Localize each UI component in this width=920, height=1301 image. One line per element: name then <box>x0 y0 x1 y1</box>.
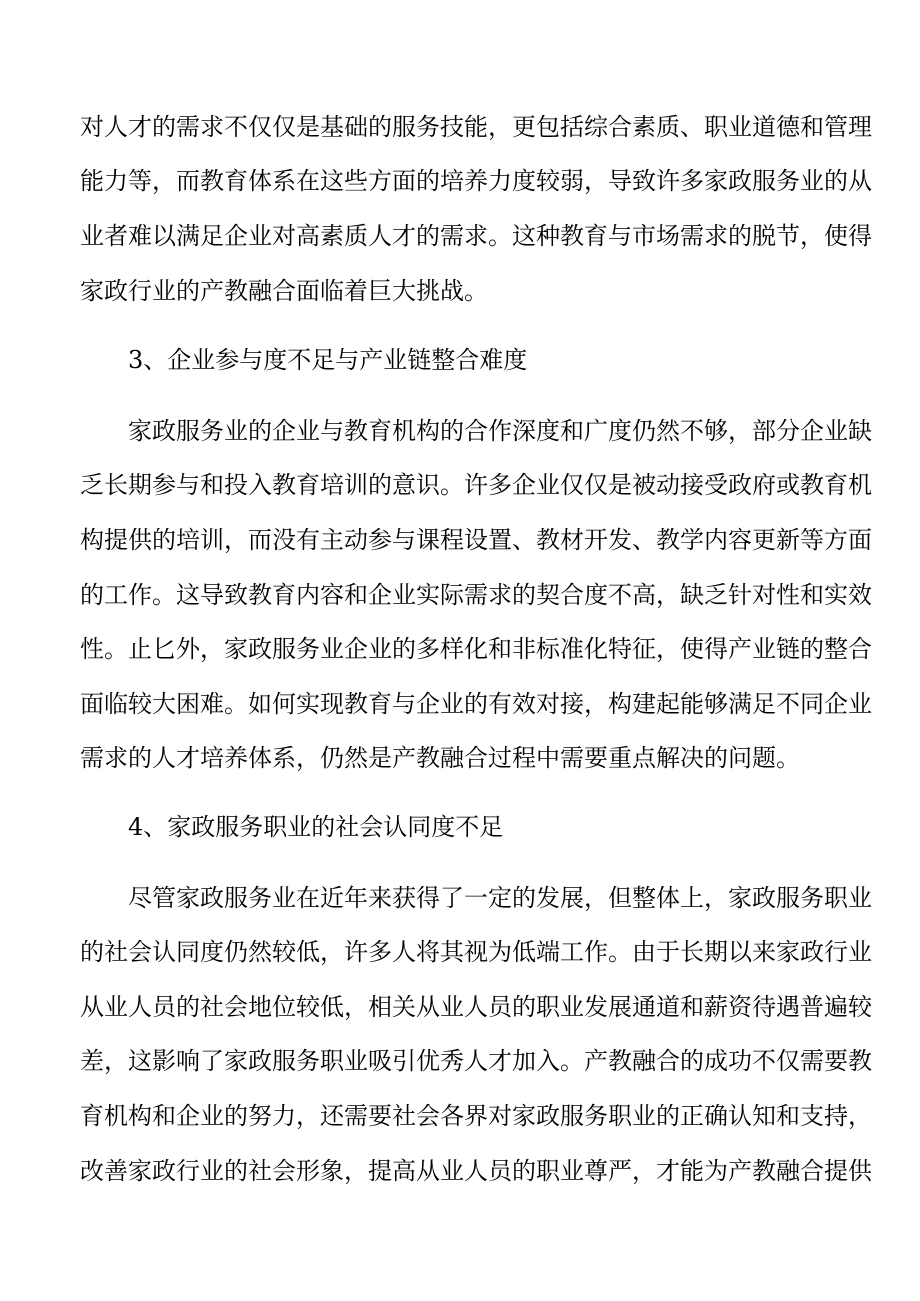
paragraph-2-line: 需求的人才培养体系，仍然是产教融合过程中需要重点解决的问题。 <box>80 744 800 772</box>
paragraph-2-line: 面临较大困难。如何实现教育与企业的有效对接，构建起能够满足不同企业 <box>80 690 872 718</box>
paragraph-3-line: 差，这影响了家政服务职业吸引优秀人才加入。产教融合的成功不仅需要教 <box>80 1047 872 1075</box>
paragraph-3-line: 的社会认同度仍然较低，许多人将其视为低端工作。由于长期以来家政行业 <box>80 938 872 966</box>
paragraph-2-line: 的工作。这导致教育内容和企业实际需求的契合度不高，缺乏针对性和实效 <box>80 581 872 609</box>
paragraph-1-line: 业者难以满足企业对高素质人才的需求。这种教育与市场需求的脱节，使得 <box>80 222 872 250</box>
paragraph-1-line: 家政行业的产教融合面临着巨大挑战。 <box>80 277 488 305</box>
section-heading-4: 4、家政服务职业的社会认同度不足 <box>128 813 504 841</box>
paragraph-2-line: 乏长期参与和投入教育培训的意识。许多企业仅仅是被动接受政府或教育机 <box>80 471 872 499</box>
paragraph-2-line: 性。止匕外，家政服务业企业的多样化和非标准化特征，使得产业链的整合 <box>80 635 872 663</box>
paragraph-3-line: 育机构和企业的努力，还需要社会各界对家政服务职业的正确认知和支持， <box>80 1102 872 1130</box>
paragraph-3-line: 尽管家政服务业在近年来获得了一定的发展，但整体上，家政服务职业 <box>128 884 872 912</box>
paragraph-3-line: 改善家政行业的社会形象，提高从业人员的职业尊严，才能为产教融合提供 <box>80 1157 872 1185</box>
section-heading-3: 3、企业参与度不足与产业链整合难度 <box>128 346 528 374</box>
paragraph-1-line: 对人才的需求不仅仅是基础的服务技能，更包括综合素质、职业道德和管理 <box>80 113 872 141</box>
paragraph-2-line: 家政服务业的企业与教育机构的合作深度和广度仍然不够，部分企业缺 <box>128 417 872 445</box>
paragraph-3-line: 从业人员的社会地位较低，相关从业人员的职业发展通道和薪资待遇普遍较 <box>80 993 872 1021</box>
paragraph-1-line: 能力等，而教育体系在这些方面的培养力度较弱，导致许多家政服务业的从 <box>80 167 872 195</box>
paragraph-2-line: 构提供的培训，而没有主动参与课程设置、教材开发、教学内容更新等方面 <box>80 526 872 554</box>
